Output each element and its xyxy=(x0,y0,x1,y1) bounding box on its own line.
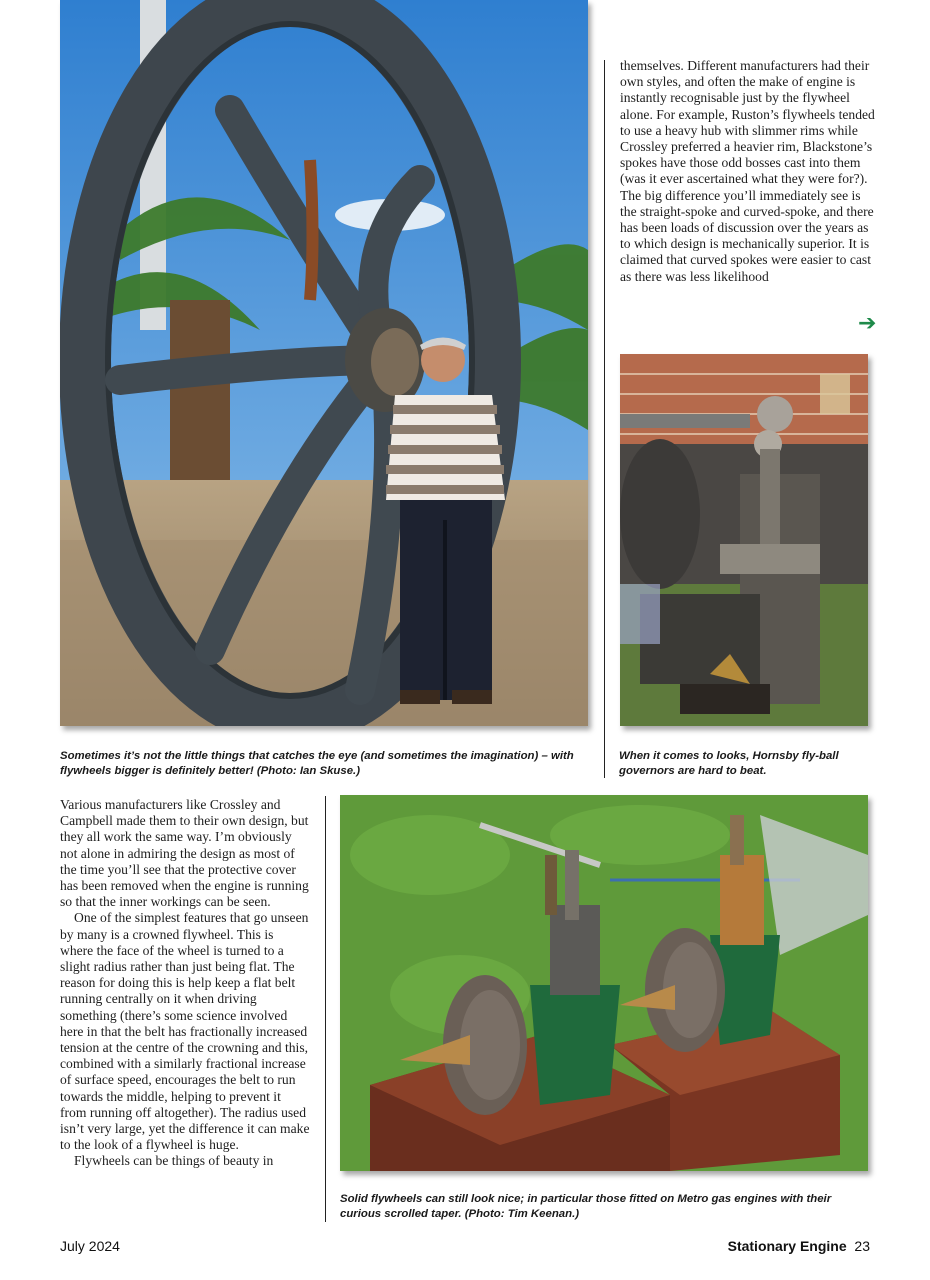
continue-arrow-icon: ➔ xyxy=(858,311,877,336)
footer-publication xyxy=(728,1238,870,1254)
caption-hornsby-governor: When it comes to looks, Hornsby fly-ball governors are hard to beat. xyxy=(619,750,839,777)
top-right-column-text xyxy=(620,58,878,285)
left-paragraph-2: One of the simplest features that go unseen by many is a crowned flywheel. This is where the face of the wheel is turned to a slight radius rather than just being flat. The reason for doing this is help keep a flat belt running centrally on it when driving something (there’s some science involved here in that the belt has fractionally increased tension at the centre of the crowning and this, combined with a similarly fractional increase of surface speed, encourages the belt to run towards the middle, helping to prevent it from running off altogether). The radius used isn’t very large, yet the difference it can make to the look of a flywheel is huge. xyxy=(60,910,310,1153)
footer-magazine-title: Stationary Engine xyxy=(727,1238,847,1254)
column-divider-bottom xyxy=(325,796,326,1222)
left-column-text xyxy=(60,797,310,1170)
footer-page-number: 23 xyxy=(854,1238,870,1254)
photo-giant-flywheel xyxy=(60,0,588,726)
caption-metro-engines: Solid flywheels can still look nice; in particular those fitted on Metro gas engines with their curious scrolled taper. (Photo: Tim Keenan.) xyxy=(340,1193,832,1220)
top-right-paragraph: themselves. Different manufacturers had their own styles, and often the make of engine is instantly recognisable just by the flywheel alone. For example, Ruston’s flywheels tended to use a heavy hub with slimmer rims while Crossley preferred a heavier rim, Blackstone’s spokes have those odd bosses cast into them (was it ever ascertained what they were for?). The big difference you’ll immediately see is the straight-spoke and curved-spoke, and there has been loads of discussion over the years as to which design is mechanically superior. It is claimed that curved spokes were easier to cast as there was less likelihood xyxy=(620,58,875,284)
footer-date: July 2024 xyxy=(60,1238,120,1254)
left-paragraph-3: Flywheels can be things of beauty in xyxy=(74,1153,274,1169)
caption-giant-flywheel: Sometimes it’s not the little things that catches the eye (and sometimes the imagination) – with flywheels bigger is definitely better! (Photo: Ian Skuse.) xyxy=(60,750,574,777)
photo-metro-gas-engines xyxy=(340,795,868,1171)
column-divider-top xyxy=(604,60,605,778)
photo-hornsby-governor xyxy=(620,354,868,726)
left-paragraph-1: Various manufacturers like Crossley and Campbell made them to their own design, but they all work the same way. I’m obviously not alone in admiring the design as most of the time you’ll see that the protective cover has been removed when the engine is running so that the inner workings can be seen. xyxy=(60,797,309,910)
